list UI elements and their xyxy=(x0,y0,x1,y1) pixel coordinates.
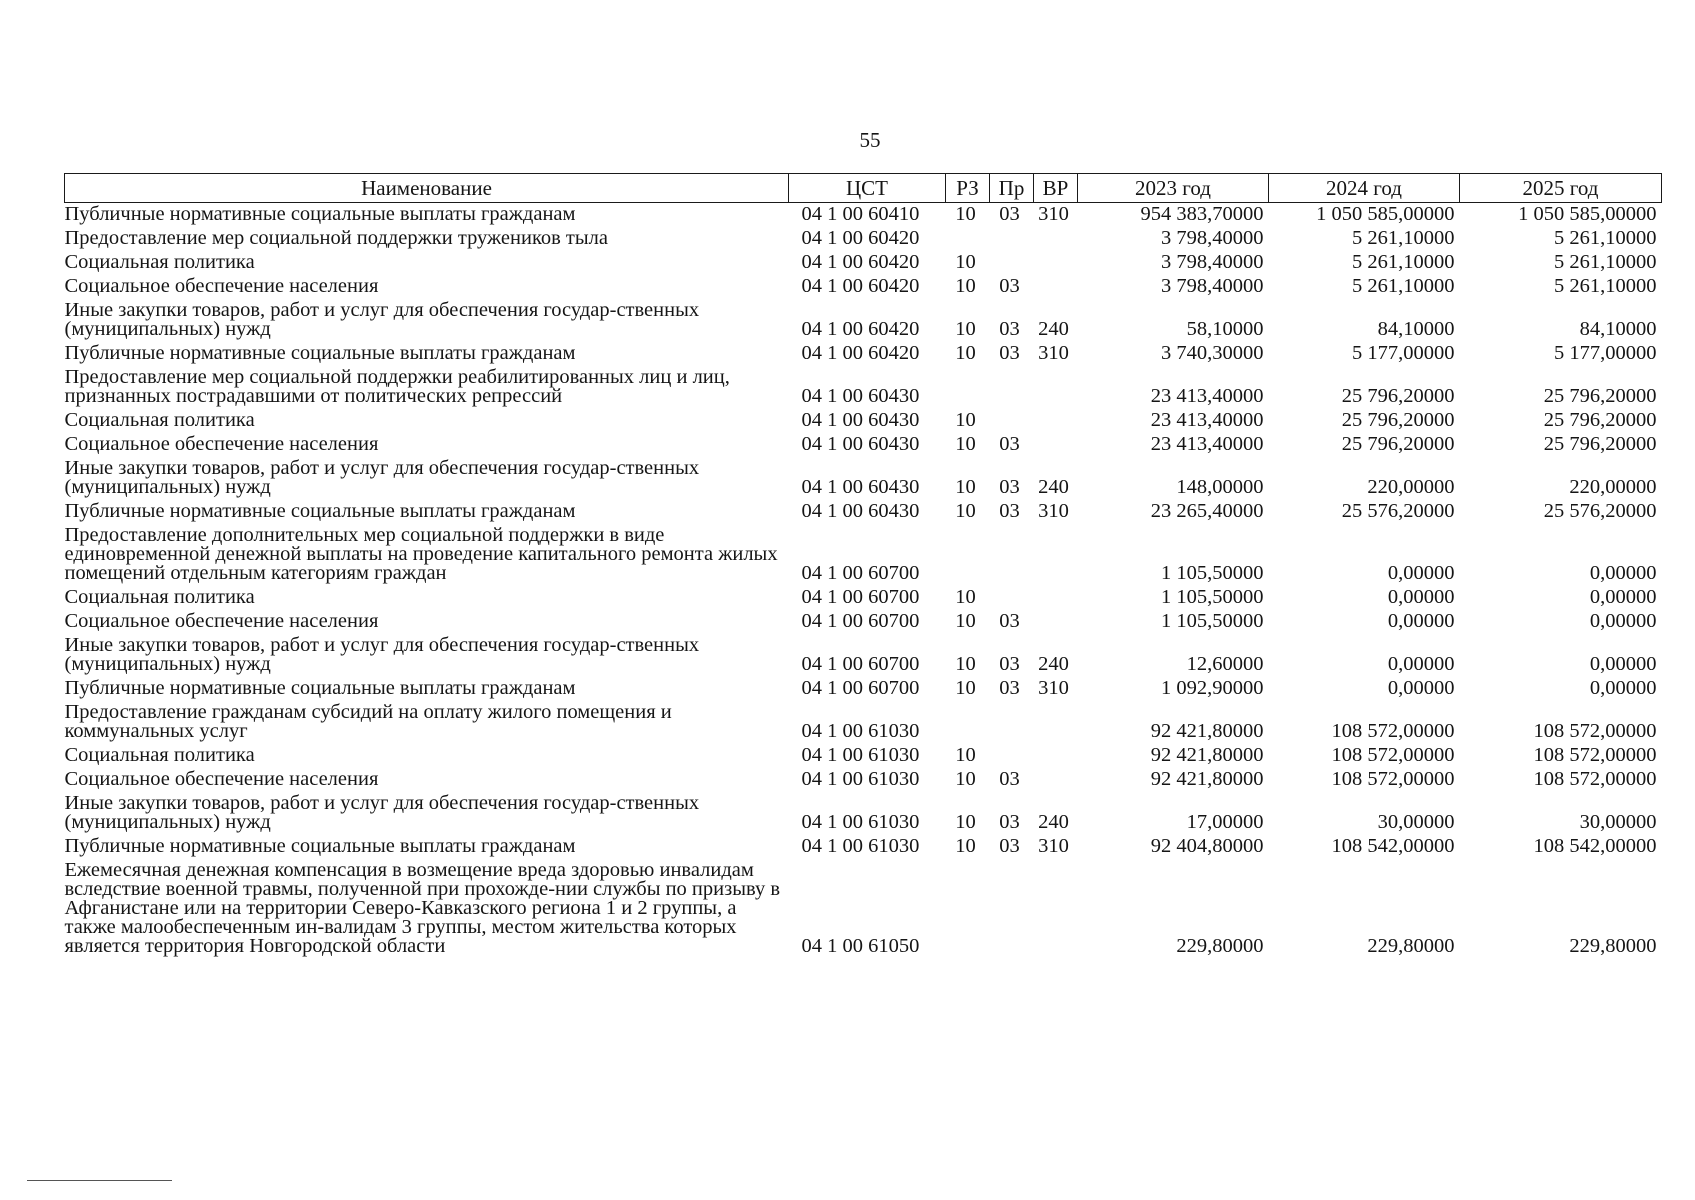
cell-2023: 954 383,70000 xyxy=(1140,203,1264,225)
cell-name: Иные закупки товаров, работ и услуг для обеспечения государ-ственных (муниципальных) нужд xyxy=(64,634,700,675)
cell-pr xyxy=(990,586,1034,610)
cell-2023: 148,00000 xyxy=(1176,476,1264,498)
table-row xyxy=(65,457,1662,500)
cell-2024: 0,00000 xyxy=(1387,562,1455,584)
cell-vr xyxy=(1034,227,1078,251)
table-row xyxy=(65,275,1662,299)
cell-2023: 1 105,50000 xyxy=(1161,610,1264,632)
cell-2023: 17,00000 xyxy=(1186,811,1264,833)
cell-2025: 0,00000 xyxy=(1589,586,1657,608)
table-row xyxy=(65,203,1662,228)
cell-cst: 04 1 00 60430 xyxy=(801,409,920,431)
cell-rz xyxy=(946,701,990,744)
cell-2025: 0,00000 xyxy=(1589,610,1657,632)
cell-name: Социальное обеспечение населения xyxy=(64,433,379,455)
cell-cst: 04 1 00 60420 xyxy=(801,275,920,297)
table-row xyxy=(65,586,1662,610)
cell-cst: 04 1 00 60700 xyxy=(801,562,920,584)
cell-pr: 03 xyxy=(999,610,1020,632)
cell-cst: 04 1 00 60700 xyxy=(801,586,920,608)
cell-2024: 5 261,10000 xyxy=(1352,275,1455,297)
cell-2024: 108 572,00000 xyxy=(1331,768,1455,790)
cell-2024: 108 572,00000 xyxy=(1331,720,1455,742)
cell-pr xyxy=(990,409,1034,433)
cell-pr: 03 xyxy=(999,433,1020,455)
cell-2024: 5 261,10000 xyxy=(1352,251,1455,273)
cell-2024: 30,00000 xyxy=(1377,811,1455,833)
cell-2025: 108 572,00000 xyxy=(1533,720,1657,742)
table-row xyxy=(65,701,1662,744)
cell-name: Социальное обеспечение населения xyxy=(64,275,379,297)
cell-pr xyxy=(990,251,1034,275)
cell-name: Публичные нормативные социальные выплаты гражданам xyxy=(64,342,576,364)
cell-rz: 10 xyxy=(955,342,976,364)
cell-2025: 25 576,20000 xyxy=(1543,500,1657,522)
cell-cst: 04 1 00 61050 xyxy=(801,935,920,957)
cell-2023: 23 413,40000 xyxy=(1150,385,1264,407)
cell-2025: 0,00000 xyxy=(1589,677,1657,699)
cell-rz: 10 xyxy=(955,677,976,699)
cell-rz: 10 xyxy=(955,744,976,766)
table-row xyxy=(65,835,1662,859)
cell-pr: 03 xyxy=(999,476,1020,498)
cell-name: Публичные нормативные социальные выплаты гражданам xyxy=(64,500,576,522)
cell-2024: 229,80000 xyxy=(1367,935,1455,957)
cell-2023: 3 798,40000 xyxy=(1161,275,1264,297)
cell-2025: 229,80000 xyxy=(1569,935,1657,957)
cell-2025: 25 796,20000 xyxy=(1543,433,1657,455)
cell-cst: 04 1 00 61030 xyxy=(801,835,920,857)
table-row xyxy=(65,744,1662,768)
cell-2025: 5 261,10000 xyxy=(1554,275,1657,297)
cell-2024: 0,00000 xyxy=(1387,586,1455,608)
table-row xyxy=(65,227,1662,251)
cell-2023: 3 798,40000 xyxy=(1161,227,1264,249)
cell-pr: 03 xyxy=(999,768,1020,790)
cell-vr: 310 xyxy=(1038,677,1069,699)
cell-pr: 03 xyxy=(999,500,1020,522)
cell-name: Публичные нормативные социальные выплаты гражданам xyxy=(64,677,576,699)
cell-cst: 04 1 00 60430 xyxy=(801,500,920,522)
cell-vr xyxy=(1034,524,1078,586)
cell-cst: 04 1 00 60420 xyxy=(801,227,920,249)
header-2025: 2025 год xyxy=(1460,174,1662,203)
cell-name: Социальное обеспечение населения xyxy=(64,768,379,790)
cell-cst: 04 1 00 60700 xyxy=(801,610,920,632)
header-2023: 2023 год xyxy=(1078,174,1269,203)
cell-cst: 04 1 00 61030 xyxy=(801,768,920,790)
cell-2023: 92 404,80000 xyxy=(1150,835,1264,857)
cell-name: Предоставление мер социальной поддержки реабилитированных лиц и лиц, признанных пострадавшими от политических репрессий xyxy=(64,366,730,407)
cell-2024: 25 796,20000 xyxy=(1341,433,1455,455)
footnote-divider xyxy=(27,1180,172,1181)
cell-rz: 10 xyxy=(955,275,976,297)
cell-vr: 240 xyxy=(1038,653,1069,675)
cell-pr xyxy=(990,227,1034,251)
cell-vr xyxy=(1034,251,1078,275)
cell-vr: 310 xyxy=(1038,203,1069,225)
cell-2025: 220,00000 xyxy=(1569,476,1657,498)
cell-vr: 240 xyxy=(1038,811,1069,833)
cell-pr: 03 xyxy=(999,275,1020,297)
cell-2025: 84,10000 xyxy=(1579,318,1657,340)
cell-name: Иные закупки товаров, работ и услуг для обеспечения государ-ственных (муниципальных) нужд xyxy=(64,299,700,340)
cell-2023: 3 740,30000 xyxy=(1161,342,1264,364)
table-row xyxy=(65,342,1662,366)
table-row xyxy=(65,433,1662,457)
header-vr: ВР xyxy=(1034,174,1078,203)
header-cst: ЦСТ xyxy=(789,174,946,203)
cell-2024: 0,00000 xyxy=(1387,653,1455,675)
cell-2025: 5 261,10000 xyxy=(1554,227,1657,249)
cell-pr xyxy=(990,744,1034,768)
cell-vr: 310 xyxy=(1038,835,1069,857)
table-row xyxy=(65,409,1662,433)
cell-rz: 10 xyxy=(955,610,976,632)
cell-2023: 1 105,50000 xyxy=(1161,586,1264,608)
cell-2024: 0,00000 xyxy=(1387,610,1455,632)
table-row xyxy=(65,634,1662,677)
cell-2024: 25 796,20000 xyxy=(1341,385,1455,407)
cell-name: Социальная политика xyxy=(64,586,255,608)
table-row xyxy=(65,500,1662,524)
cell-cst: 04 1 00 60430 xyxy=(801,476,920,498)
cell-pr: 03 xyxy=(999,342,1020,364)
cell-pr xyxy=(990,701,1034,744)
cell-pr xyxy=(990,366,1034,409)
cell-name: Социальная политика xyxy=(64,251,255,273)
cell-2024: 108 572,00000 xyxy=(1331,744,1455,766)
cell-vr: 240 xyxy=(1038,318,1069,340)
cell-pr: 03 xyxy=(999,677,1020,699)
cell-2025: 108 572,00000 xyxy=(1533,744,1657,766)
cell-2025: 1 050 585,00000 xyxy=(1518,203,1657,225)
cell-2023: 23 265,40000 xyxy=(1150,500,1264,522)
cell-rz: 10 xyxy=(955,433,976,455)
cell-2024: 5 177,00000 xyxy=(1352,342,1455,364)
cell-vr xyxy=(1034,366,1078,409)
cell-name: Социальное обеспечение населения xyxy=(64,610,379,632)
cell-cst: 04 1 00 60430 xyxy=(801,433,920,455)
table-row xyxy=(65,677,1662,701)
cell-vr xyxy=(1034,586,1078,610)
cell-2024: 108 542,00000 xyxy=(1331,835,1455,857)
header-name: Наименование xyxy=(65,174,789,203)
table-row xyxy=(65,251,1662,275)
cell-2025: 5 177,00000 xyxy=(1554,342,1657,364)
cell-cst: 04 1 00 61030 xyxy=(801,811,920,833)
cell-cst: 04 1 00 61030 xyxy=(801,720,920,742)
cell-2023: 229,80000 xyxy=(1176,935,1264,957)
cell-cst: 04 1 00 60410 xyxy=(801,203,920,225)
cell-name: Ежемесячная денежная компенсация в возмещение вреда здоровью инвалидам вследствие военной травмы, полученной при прохожде-нии службы по призыву в Афганистане или на территории Северо-Кавказского региона 1 и 2 группы, а также малообеспеченным ин-валидам 3 группы, местом жительства которых является территория Новгородской области xyxy=(64,859,781,957)
cell-name: Предоставление мер социальной поддержки тружеников тыла xyxy=(64,227,608,249)
cell-rz: 10 xyxy=(955,835,976,857)
cell-rz: 10 xyxy=(955,653,976,675)
table-row xyxy=(65,859,1662,959)
cell-pr: 03 xyxy=(999,318,1020,340)
cell-name: Публичные нормативные социальные выплаты гражданам xyxy=(64,203,576,225)
cell-rz: 10 xyxy=(955,586,976,608)
table-row xyxy=(65,366,1662,409)
cell-2024: 84,10000 xyxy=(1377,318,1455,340)
cell-2025: 108 542,00000 xyxy=(1533,835,1657,857)
cell-2025: 30,00000 xyxy=(1579,811,1657,833)
table-row xyxy=(65,792,1662,835)
cell-vr xyxy=(1034,768,1078,792)
cell-rz: 10 xyxy=(955,251,976,273)
cell-name: Предоставление дополнительных мер социальной поддержки в виде единовременной денежной выплаты на проведение капитального ремонта жилых помещений отдельным категориям граждан xyxy=(64,524,778,584)
cell-2023: 92 421,80000 xyxy=(1150,720,1264,742)
cell-2025: 5 261,10000 xyxy=(1554,251,1657,273)
cell-2023: 92 421,80000 xyxy=(1150,768,1264,790)
cell-2024: 1 050 585,00000 xyxy=(1316,203,1455,225)
cell-pr: 03 xyxy=(999,653,1020,675)
cell-name: Иные закупки товаров, работ и услуг для обеспечения государ-ственных (муниципальных) нужд xyxy=(64,792,700,833)
cell-2023: 23 413,40000 xyxy=(1150,409,1264,431)
table-body xyxy=(65,203,1662,960)
cell-pr xyxy=(990,859,1034,959)
cell-name: Социальная политика xyxy=(64,409,255,431)
cell-2023: 58,10000 xyxy=(1186,318,1264,340)
cell-cst: 04 1 00 60430 xyxy=(801,385,920,407)
cell-rz: 10 xyxy=(955,811,976,833)
cell-vr: 310 xyxy=(1038,500,1069,522)
cell-rz: 10 xyxy=(955,768,976,790)
cell-2024: 5 261,10000 xyxy=(1352,227,1455,249)
cell-rz xyxy=(946,859,990,959)
cell-2023: 92 421,80000 xyxy=(1150,744,1264,766)
cell-name: Социальная политика xyxy=(64,744,255,766)
cell-cst: 04 1 00 60420 xyxy=(801,251,920,273)
cell-2024: 25 796,20000 xyxy=(1341,409,1455,431)
cell-2023: 23 413,40000 xyxy=(1150,433,1264,455)
cell-rz: 10 xyxy=(955,409,976,431)
cell-rz: 10 xyxy=(955,476,976,498)
cell-2024: 220,00000 xyxy=(1367,476,1455,498)
cell-pr: 03 xyxy=(999,811,1020,833)
cell-cst: 04 1 00 61030 xyxy=(801,744,920,766)
cell-pr: 03 xyxy=(999,203,1020,225)
cell-2025: 0,00000 xyxy=(1589,562,1657,584)
cell-name: Предоставление гражданам субсидий на оплату жилого помещения и коммунальных услуг xyxy=(64,701,672,742)
budget-table xyxy=(64,173,1662,959)
cell-2024: 0,00000 xyxy=(1387,677,1455,699)
cell-cst: 04 1 00 60700 xyxy=(801,653,920,675)
cell-pr: 03 xyxy=(999,835,1020,857)
header-rz: РЗ xyxy=(946,174,990,203)
cell-vr xyxy=(1034,859,1078,959)
cell-rz xyxy=(946,524,990,586)
cell-name: Иные закупки товаров, работ и услуг для обеспечения государ-ственных (муниципальных) нужд xyxy=(64,457,700,498)
cell-pr xyxy=(990,524,1034,586)
cell-rz xyxy=(946,227,990,251)
cell-2025: 0,00000 xyxy=(1589,653,1657,675)
cell-2023: 1 105,50000 xyxy=(1161,562,1264,584)
table-header-row xyxy=(65,174,1662,203)
cell-cst: 04 1 00 60700 xyxy=(801,677,920,699)
cell-vr xyxy=(1034,433,1078,457)
page-number: 55 xyxy=(859,128,881,152)
table-row xyxy=(65,768,1662,792)
cell-vr: 240 xyxy=(1038,476,1069,498)
cell-cst: 04 1 00 60420 xyxy=(801,342,920,364)
cell-2023: 1 092,90000 xyxy=(1161,677,1264,699)
cell-rz: 10 xyxy=(955,500,976,522)
cell-2023: 12,60000 xyxy=(1186,653,1264,675)
cell-2023: 3 798,40000 xyxy=(1161,251,1264,273)
cell-2024: 25 576,20000 xyxy=(1341,500,1455,522)
cell-vr: 310 xyxy=(1038,342,1069,364)
cell-vr xyxy=(1034,610,1078,634)
header-pr: Пр xyxy=(990,174,1034,203)
cell-2025: 25 796,20000 xyxy=(1543,409,1657,431)
cell-rz: 10 xyxy=(955,318,976,340)
cell-vr xyxy=(1034,701,1078,744)
cell-rz: 10 xyxy=(955,203,976,225)
cell-name: Публичные нормативные социальные выплаты гражданам xyxy=(64,835,576,857)
cell-rz xyxy=(946,366,990,409)
table-row xyxy=(65,299,1662,342)
cell-vr xyxy=(1034,409,1078,433)
cell-vr xyxy=(1034,744,1078,768)
cell-2025: 108 572,00000 xyxy=(1533,768,1657,790)
cell-2025: 25 796,20000 xyxy=(1543,385,1657,407)
cell-cst: 04 1 00 60420 xyxy=(801,318,920,340)
table-row xyxy=(65,610,1662,634)
cell-vr xyxy=(1034,275,1078,299)
header-2024: 2024 год xyxy=(1269,174,1460,203)
table-row xyxy=(65,524,1662,586)
